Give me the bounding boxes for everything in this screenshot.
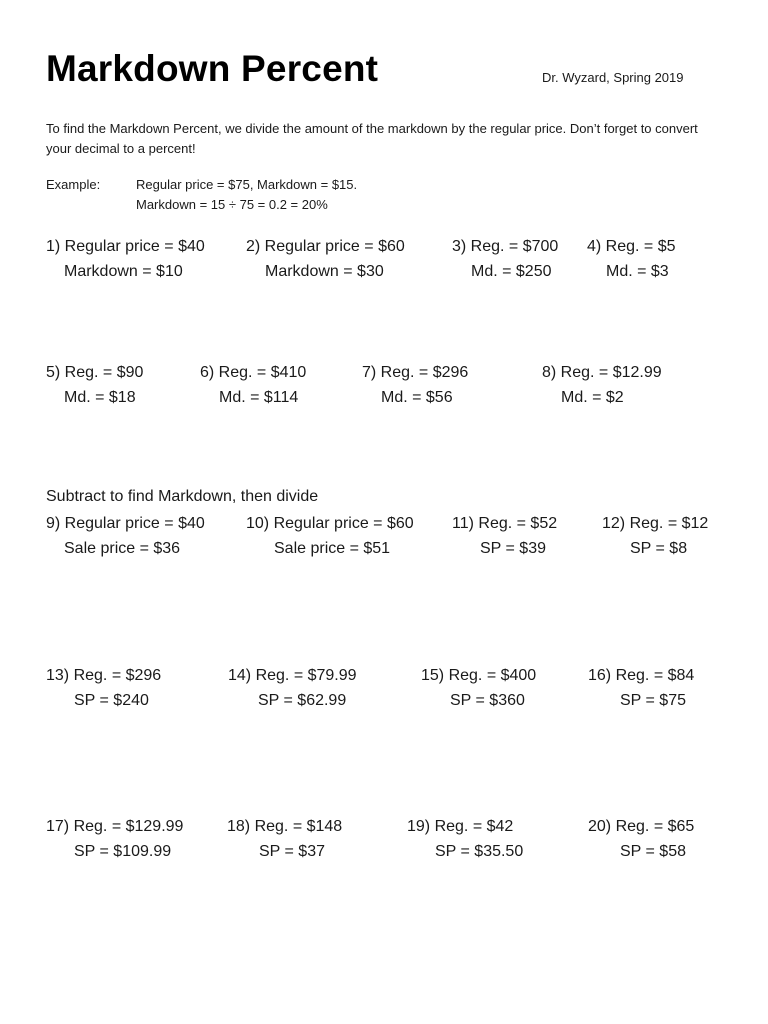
problem-7 <box>362 360 468 410</box>
problem-8-line2: Md. = $2 <box>561 389 624 406</box>
problem-2-line1: 2) Regular price = $60 <box>246 238 405 255</box>
problem-12-line1: 12) Reg. = $12 <box>602 515 709 532</box>
problem-17 <box>46 814 183 864</box>
section-heading-subtract: Subtract to find Markdown, then divide <box>46 488 319 505</box>
problem-6-line1: 6) Reg. = $410 <box>200 364 307 381</box>
example-line-1: Regular price = $75, Markdown = $15. <box>136 177 358 192</box>
problem-18-line1: 18) Reg. = $148 <box>227 818 343 835</box>
problem-19 <box>407 814 523 864</box>
problem-3 <box>452 234 558 284</box>
problem-16-line1: 16) Reg. = $84 <box>588 667 695 684</box>
problem-6 <box>200 360 306 410</box>
problem-18 <box>227 814 342 864</box>
problem-14-line2: SP = $62.99 <box>258 692 347 709</box>
problem-17-line2: SP = $109.99 <box>74 843 172 860</box>
problem-4 <box>587 234 676 284</box>
problem-10-line2: Sale price = $51 <box>274 540 391 557</box>
problem-7-line1: 7) Reg. = $296 <box>362 364 469 381</box>
problem-20-line1: 20) Reg. = $65 <box>588 818 695 835</box>
problem-11-line1: 11) Reg. = $52 <box>452 515 558 532</box>
problem-19-line2: SP = $35.50 <box>435 843 524 860</box>
problem-7-line2: Md. = $56 <box>381 389 453 406</box>
problem-12 <box>602 511 708 561</box>
problem-12-line2: SP = $8 <box>630 540 688 557</box>
problem-2 <box>246 234 405 284</box>
problem-5 <box>46 360 143 410</box>
problem-16-line2: SP = $75 <box>620 692 686 709</box>
problem-13-line2: SP = $240 <box>74 692 149 709</box>
example-line-2: Markdown = 15 ÷ 75 = 0.2 = 20% <box>136 197 328 212</box>
problem-2-line2: Markdown = $30 <box>265 263 384 280</box>
problem-19-line1: 19) Reg. = $42 <box>407 818 514 835</box>
problem-1-line2: Markdown = $10 <box>64 263 183 280</box>
problem-5-line1: 5) Reg. = $90 <box>46 364 144 381</box>
problem-8-line1: 8) Reg. = $12.99 <box>542 364 662 381</box>
problem-9 <box>46 511 205 561</box>
problem-3-line1: 3) Reg. = $700 <box>452 238 559 255</box>
problem-1-line1: 1) Regular price = $40 <box>46 238 205 255</box>
problem-13-line1: 13) Reg. = $296 <box>46 667 162 684</box>
problem-4-line2: Md. = $3 <box>606 263 669 280</box>
problem-1 <box>46 234 205 284</box>
problem-15-line2: SP = $360 <box>450 692 525 709</box>
problem-3-line2: Md. = $250 <box>471 263 552 280</box>
problem-17-line1: 17) Reg. = $129.99 <box>46 818 184 835</box>
problem-15 <box>421 663 536 713</box>
page-title: Markdown Percent <box>46 48 379 89</box>
problem-13 <box>46 663 161 713</box>
example-label: Example: <box>46 177 101 192</box>
problem-5-line2: Md. = $18 <box>64 389 136 406</box>
problem-11 <box>452 511 557 561</box>
problem-15-line1: 15) Reg. = $400 <box>421 667 537 684</box>
problem-16 <box>588 663 694 713</box>
problem-10-line1: 10) Regular price = $60 <box>246 515 414 532</box>
author-line: Dr. Wyzard, Spring 2019 <box>542 70 684 85</box>
problem-8 <box>542 360 662 410</box>
problem-9-line1: 9) Regular price = $40 <box>46 515 205 532</box>
problem-18-line2: SP = $37 <box>259 843 325 860</box>
problem-20-line2: SP = $58 <box>620 843 686 860</box>
intro-paragraph: To find the Markdown Percent, we divide the amount of the markdown by the regular price. Don’t forget to convert your decimal to a percent! <box>46 121 698 156</box>
problem-10 <box>246 511 414 561</box>
problem-14-line1: 14) Reg. = $79.99 <box>228 667 357 684</box>
problem-4-line1: 4) Reg. = $5 <box>587 238 676 255</box>
problem-20 <box>588 814 694 864</box>
problem-9-line2: Sale price = $36 <box>64 540 181 557</box>
problem-14 <box>228 663 357 713</box>
problem-6-line2: Md. = $114 <box>219 389 299 406</box>
problem-11-line2: SP = $39 <box>480 540 546 557</box>
